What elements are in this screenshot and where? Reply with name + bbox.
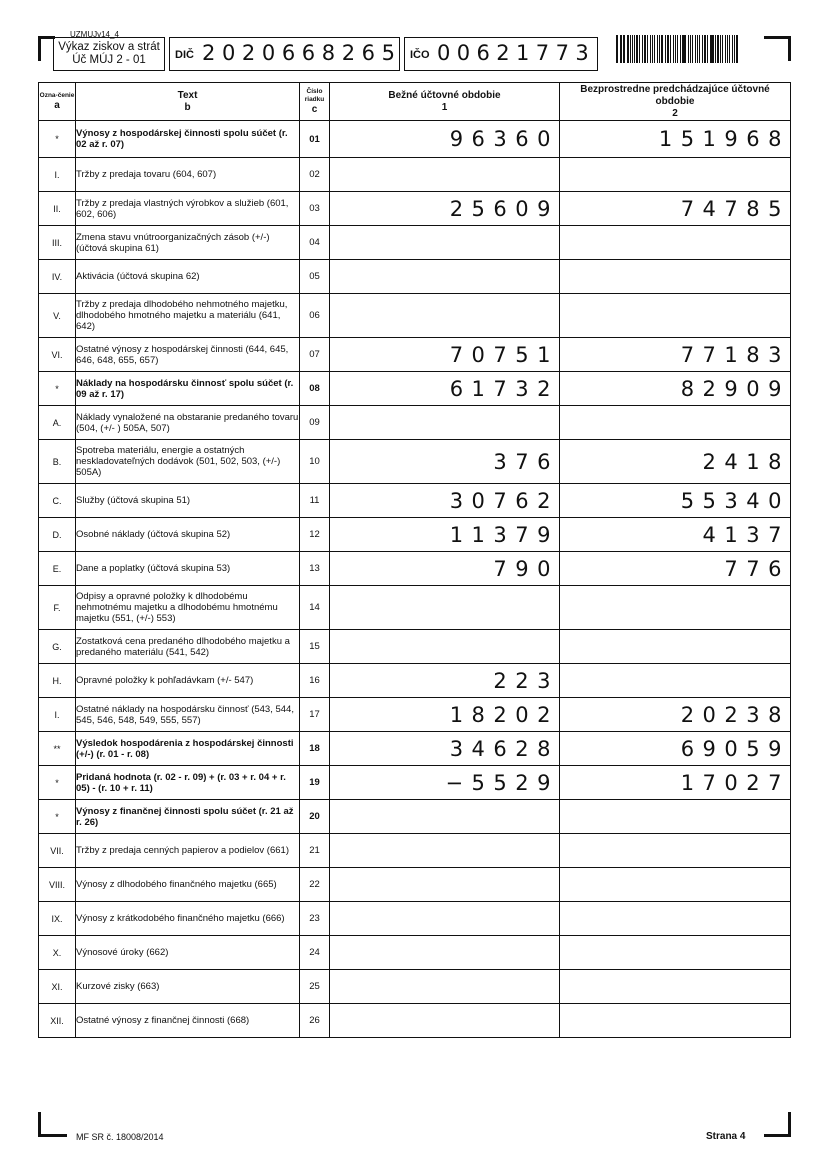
row-mark: *: [39, 766, 76, 800]
table-row: [39, 698, 791, 732]
current-period-value[interactable]: [330, 294, 560, 338]
row-mark: X.: [39, 936, 76, 970]
corner-mark-bottom-left: [38, 1112, 67, 1137]
row-number: 20: [300, 800, 330, 834]
previous-period-value[interactable]: [560, 664, 791, 698]
row-mark: G.: [39, 630, 76, 664]
form-title-line2: Úč MÚJ 2 - 01: [72, 54, 146, 66]
col-header-row-number-sub: c: [311, 103, 318, 115]
col-header-text-label: Text: [177, 89, 198, 101]
current-period-value[interactable]: [330, 260, 560, 294]
row-number: 24: [300, 936, 330, 970]
row-number: 14: [300, 586, 330, 630]
previous-period-value[interactable]: 77183: [560, 338, 791, 372]
previous-period-value[interactable]: 2418: [560, 440, 791, 484]
barcode-bar: [620, 35, 621, 63]
row-number: 11: [300, 484, 330, 518]
previous-period-value[interactable]: 151968: [560, 121, 791, 158]
barcode-bar: [675, 35, 677, 63]
previous-period-value[interactable]: 776: [560, 552, 791, 586]
form-code: UZMUJv14_4: [70, 30, 119, 39]
row-mark: E.: [39, 552, 76, 586]
corner-mark-bottom-right: [764, 1112, 791, 1137]
row-text: Osobné náklady (účtová skupina 52): [76, 518, 300, 552]
current-period-value[interactable]: [330, 406, 560, 440]
current-period-value[interactable]: 34628: [330, 732, 560, 766]
row-number: 10: [300, 440, 330, 484]
row-text: Tržby z predaja cenných papierov a podielov (661): [76, 834, 300, 868]
row-mark: H.: [39, 664, 76, 698]
row-text: Spotreba materiálu, energie a ostatných neskladovateľných dodávok (501, 502, 503, (+/-) 505A): [76, 440, 300, 484]
col-header-mark-label: Ozna-čenie: [39, 91, 75, 99]
barcode-bar: [722, 35, 723, 63]
table-row: [39, 484, 791, 518]
row-number: 25: [300, 970, 330, 1004]
dic-box: [169, 37, 400, 71]
barcode-bar: [636, 35, 638, 63]
barcode-bar: [697, 35, 698, 63]
previous-period-value[interactable]: [560, 630, 791, 664]
row-mark: *: [39, 121, 76, 158]
barcode-bar: [677, 35, 678, 63]
barcode-bar: [665, 35, 666, 63]
row-mark: A.: [39, 406, 76, 440]
table-row: [39, 121, 791, 158]
row-number: 07: [300, 338, 330, 372]
barcode-bar: [692, 35, 693, 63]
table-row: [39, 338, 791, 372]
previous-period-value[interactable]: [560, 260, 791, 294]
row-number: 13: [300, 552, 330, 586]
row-text: Výnosy z krátkodobého finančného majetku (666): [76, 902, 300, 936]
previous-period-value[interactable]: 69059: [560, 732, 791, 766]
previous-period-value[interactable]: [560, 834, 791, 868]
barcode-bar: [632, 35, 633, 63]
row-number: 12: [300, 518, 330, 552]
current-period-value[interactable]: [330, 902, 560, 936]
barcode-bar: [688, 35, 690, 63]
barcode-bar: [634, 35, 635, 63]
row-text: Dane a poplatky (účtová skupina 53): [76, 552, 300, 586]
row-mark: **: [39, 732, 76, 766]
table-row: [39, 260, 791, 294]
current-period-value[interactable]: [330, 630, 560, 664]
row-mark: IV.: [39, 260, 76, 294]
current-period-value[interactable]: 30762: [330, 484, 560, 518]
barcode-bar: [683, 35, 685, 63]
current-period-value[interactable]: [330, 834, 560, 868]
footer-reference: MF SR č. 18008/2014: [76, 1132, 164, 1142]
current-period-value[interactable]: 223: [330, 664, 560, 698]
row-text: Ostatné výnosy z hospodárskej činnosti (644, 645, 646, 648, 655, 657): [76, 338, 300, 372]
ico-value[interactable]: 00621773: [437, 41, 596, 65]
row-mark: *: [39, 372, 76, 406]
dic-value[interactable]: 2020668265: [202, 41, 402, 65]
row-number: 26: [300, 1004, 330, 1038]
previous-period-value[interactable]: [560, 800, 791, 834]
table-row: [39, 552, 791, 586]
current-period-value[interactable]: 18202: [330, 698, 560, 732]
form-title: [53, 37, 165, 71]
income-statement-table: [38, 82, 791, 1038]
ico-label: IČO: [410, 49, 430, 61]
row-number: 05: [300, 260, 330, 294]
barcode-bar: [642, 35, 643, 63]
row-mark: XI.: [39, 970, 76, 1004]
barcode-bar: [720, 35, 721, 63]
row-number: 18: [300, 732, 330, 766]
barcode-bar: [621, 35, 622, 63]
row-text: Výnosy z dlhodobého finančného majetku (665): [76, 868, 300, 902]
current-period-value[interactable]: [330, 800, 560, 834]
current-period-value[interactable]: 790: [330, 552, 560, 586]
row-number: 06: [300, 294, 330, 338]
table-row: [39, 732, 791, 766]
table-row: [39, 936, 791, 970]
table-row: [39, 518, 791, 552]
barcode-bar: [616, 35, 618, 63]
previous-period-value[interactable]: [560, 406, 791, 440]
row-mark: VI.: [39, 338, 76, 372]
row-mark: D.: [39, 518, 76, 552]
row-number: 16: [300, 664, 330, 698]
current-period-value[interactable]: −5529: [330, 766, 560, 800]
row-mark: VIII.: [39, 868, 76, 902]
current-period-value[interactable]: 96360: [330, 121, 560, 158]
table-row: [39, 664, 791, 698]
row-mark: C.: [39, 484, 76, 518]
row-text: Služby (účtová skupina 51): [76, 484, 300, 518]
form-title-line1: Výkaz ziskov a strát: [58, 41, 160, 53]
barcode-bar: [729, 35, 730, 63]
barcode-bar: [690, 35, 691, 63]
row-number: 23: [300, 902, 330, 936]
row-text: Tržby z predaja tovaru (604, 607): [76, 158, 300, 192]
table-row: [39, 586, 791, 630]
col-header-row-number: [300, 83, 330, 121]
row-text: Výnosy z finančnej činnosti spolu súčet (r. 21 až r. 26): [76, 800, 300, 834]
previous-period-value[interactable]: [560, 294, 791, 338]
current-period-value[interactable]: [330, 226, 560, 260]
barcode-bar: [630, 35, 631, 63]
current-period-value[interactable]: [330, 158, 560, 192]
row-text: Výsledok hospodárenia z hospodárskej činnosti (+/-) (r. 01 - r. 08): [76, 732, 300, 766]
barcode: [616, 35, 740, 63]
col-header-current-period-sub: 1: [441, 101, 448, 113]
col-header-text-sub: b: [184, 101, 191, 113]
barcode-bar: [707, 35, 708, 63]
row-text: Opravné položky k pohľadávkam (+/- 547): [76, 664, 300, 698]
previous-period-value[interactable]: 20238: [560, 698, 791, 732]
barcode-bar: [725, 35, 727, 63]
current-period-value[interactable]: [330, 936, 560, 970]
table-row: [39, 800, 791, 834]
table-row: [39, 226, 791, 260]
col-header-mark: [39, 83, 76, 121]
barcode-bar: [661, 35, 663, 63]
table-row: [39, 902, 791, 936]
barcode-bar: [732, 35, 734, 63]
barcode-bar: [736, 35, 738, 63]
table-row: [39, 192, 791, 226]
barcode-bar: [715, 35, 716, 63]
barcode-bar: [734, 35, 735, 63]
row-text: Náklady vynaložené na obstaranie predaného tovaru (504, (+/- ) 505A, 507): [76, 406, 300, 440]
barcode-bar: [670, 35, 671, 63]
barcode-bar: [647, 35, 648, 63]
row-number: 02: [300, 158, 330, 192]
row-text: Ostatné výnosy z finančnej činnosti (668): [76, 1004, 300, 1038]
row-number: 04: [300, 226, 330, 260]
row-text: Výnosy z hospodárskej činnosti spolu súčet (r. 02 až r. 07): [76, 121, 300, 158]
previous-period-value[interactable]: [560, 868, 791, 902]
col-header-previous-period-sub: 2: [672, 107, 678, 119]
table-row: [39, 834, 791, 868]
previous-period-value[interactable]: 4137: [560, 518, 791, 552]
col-header-text: [76, 83, 300, 121]
row-mark: *: [39, 800, 76, 834]
row-mark: F.: [39, 586, 76, 630]
row-text: Pridaná hodnota (r. 02 - r. 09) + (r. 03 + r. 04 + r. 05) - (r. 10 + r. 11): [76, 766, 300, 800]
barcode-bar: [652, 35, 654, 63]
table-row: [39, 630, 791, 664]
barcode-bar: [711, 35, 713, 63]
row-mark: I.: [39, 698, 76, 732]
corner-mark-top-right: [764, 36, 791, 61]
current-period-value[interactable]: [330, 868, 560, 902]
current-period-value[interactable]: 70751: [330, 338, 560, 372]
table-row: [39, 440, 791, 484]
previous-period-value[interactable]: [560, 1004, 791, 1038]
current-period-value[interactable]: [330, 970, 560, 1004]
barcode-bar: [727, 35, 728, 63]
row-mark: V.: [39, 294, 76, 338]
barcode-bar: [702, 35, 704, 63]
row-number: 08: [300, 372, 330, 406]
previous-period-value[interactable]: 74785: [560, 192, 791, 226]
row-text: Ostatné náklady na hospodársku činnosť (543, 544, 545, 546, 548, 549, 555, 557): [76, 698, 300, 732]
barcode-bar: [704, 35, 706, 63]
barcode-bar: [667, 35, 669, 63]
table-row: [39, 294, 791, 338]
table-row: [39, 766, 791, 800]
barcode-bar: [627, 35, 629, 63]
dic-label: DIČ: [175, 49, 194, 61]
row-text: Tržby z predaja dlhodobého nehmotného majetku, dlhodobého hmotného majetku a materiálu (641, 642): [76, 294, 300, 338]
previous-period-value[interactable]: [560, 936, 791, 970]
previous-period-value[interactable]: 17027: [560, 766, 791, 800]
barcode-bar: [639, 35, 641, 63]
current-period-value[interactable]: 25609: [330, 192, 560, 226]
row-mark: IX.: [39, 902, 76, 936]
barcode-bar: [657, 35, 658, 63]
previous-period-value[interactable]: [560, 970, 791, 1004]
row-mark: B.: [39, 440, 76, 484]
table-row: [39, 868, 791, 902]
row-text: Tržby z predaja vlastných výrobkov a služieb (601, 602, 606): [76, 192, 300, 226]
table-row: [39, 372, 791, 406]
row-text: Zostatková cena predaného dlhodobého majetku a predaného materiálu (541, 542): [76, 630, 300, 664]
current-period-value[interactable]: [330, 586, 560, 630]
current-period-value[interactable]: 61732: [330, 372, 560, 406]
barcode-bar: [644, 35, 646, 63]
barcode-bar: [717, 35, 719, 63]
previous-period-value[interactable]: [560, 902, 791, 936]
row-text: Odpisy a opravné položky k dlhodobému nehmotnému majetku a dlhodobému hmotnému majetku (551, (+/-) 553): [76, 586, 300, 630]
table-row: [39, 158, 791, 192]
current-period-value[interactable]: 376: [330, 440, 560, 484]
previous-period-value[interactable]: 55340: [560, 484, 791, 518]
row-mark: III.: [39, 226, 76, 260]
barcode-bar: [673, 35, 674, 63]
row-number: 19: [300, 766, 330, 800]
table-header-row: [39, 83, 791, 121]
barcode-bar: [623, 35, 625, 63]
current-period-value[interactable]: 11379: [330, 518, 560, 552]
col-header-mark-sub: a: [54, 99, 60, 111]
col-header-previous-period-label: Bezprostredne predchádzajúce účtovné obdobie: [580, 83, 770, 107]
row-number: 21: [300, 834, 330, 868]
barcode-bar: [699, 35, 700, 63]
previous-period-value[interactable]: [560, 586, 791, 630]
row-number: 22: [300, 868, 330, 902]
table-row: [39, 970, 791, 1004]
previous-period-value[interactable]: [560, 226, 791, 260]
barcode-bar: [680, 35, 681, 63]
current-period-value[interactable]: [330, 1004, 560, 1038]
col-header-previous-period: [560, 83, 791, 121]
barcode-bar: [710, 35, 711, 63]
row-number: 09: [300, 406, 330, 440]
row-number: 01: [300, 121, 330, 158]
previous-period-value[interactable]: 82909: [560, 372, 791, 406]
row-text: Aktivácia (účtová skupina 62): [76, 260, 300, 294]
row-number: 03: [300, 192, 330, 226]
row-mark: XII.: [39, 1004, 76, 1038]
table-row: [39, 1004, 791, 1038]
row-number: 17: [300, 698, 330, 732]
barcode-bar: [659, 35, 661, 63]
barcode-bar: [654, 35, 655, 63]
row-mark: I.: [39, 158, 76, 192]
row-text: Kurzové zisky (663): [76, 970, 300, 1004]
row-number: 15: [300, 630, 330, 664]
previous-period-value[interactable]: [560, 158, 791, 192]
barcode-bar: [650, 35, 651, 63]
barcode-bar: [682, 35, 683, 63]
table-row: [39, 406, 791, 440]
row-mark: II.: [39, 192, 76, 226]
row-text: Náklady na hospodársku činnosť spolu súčet (r. 09 až r. 17): [76, 372, 300, 406]
col-header-row-number-label: Číslo riadku: [304, 87, 325, 103]
ico-box: [404, 37, 598, 71]
barcode-bar: [695, 35, 697, 63]
row-mark: VII.: [39, 834, 76, 868]
row-text: Výnosové úroky (662): [76, 936, 300, 970]
footer-page-number: Strana 4: [706, 1131, 746, 1142]
col-header-current-period-label: Bežné účtovné obdobie: [388, 89, 501, 101]
col-header-current-period: [330, 83, 560, 121]
row-text: Zmena stavu vnútroorganizačných zásob (+/-) (účtová skupina 61): [76, 226, 300, 260]
